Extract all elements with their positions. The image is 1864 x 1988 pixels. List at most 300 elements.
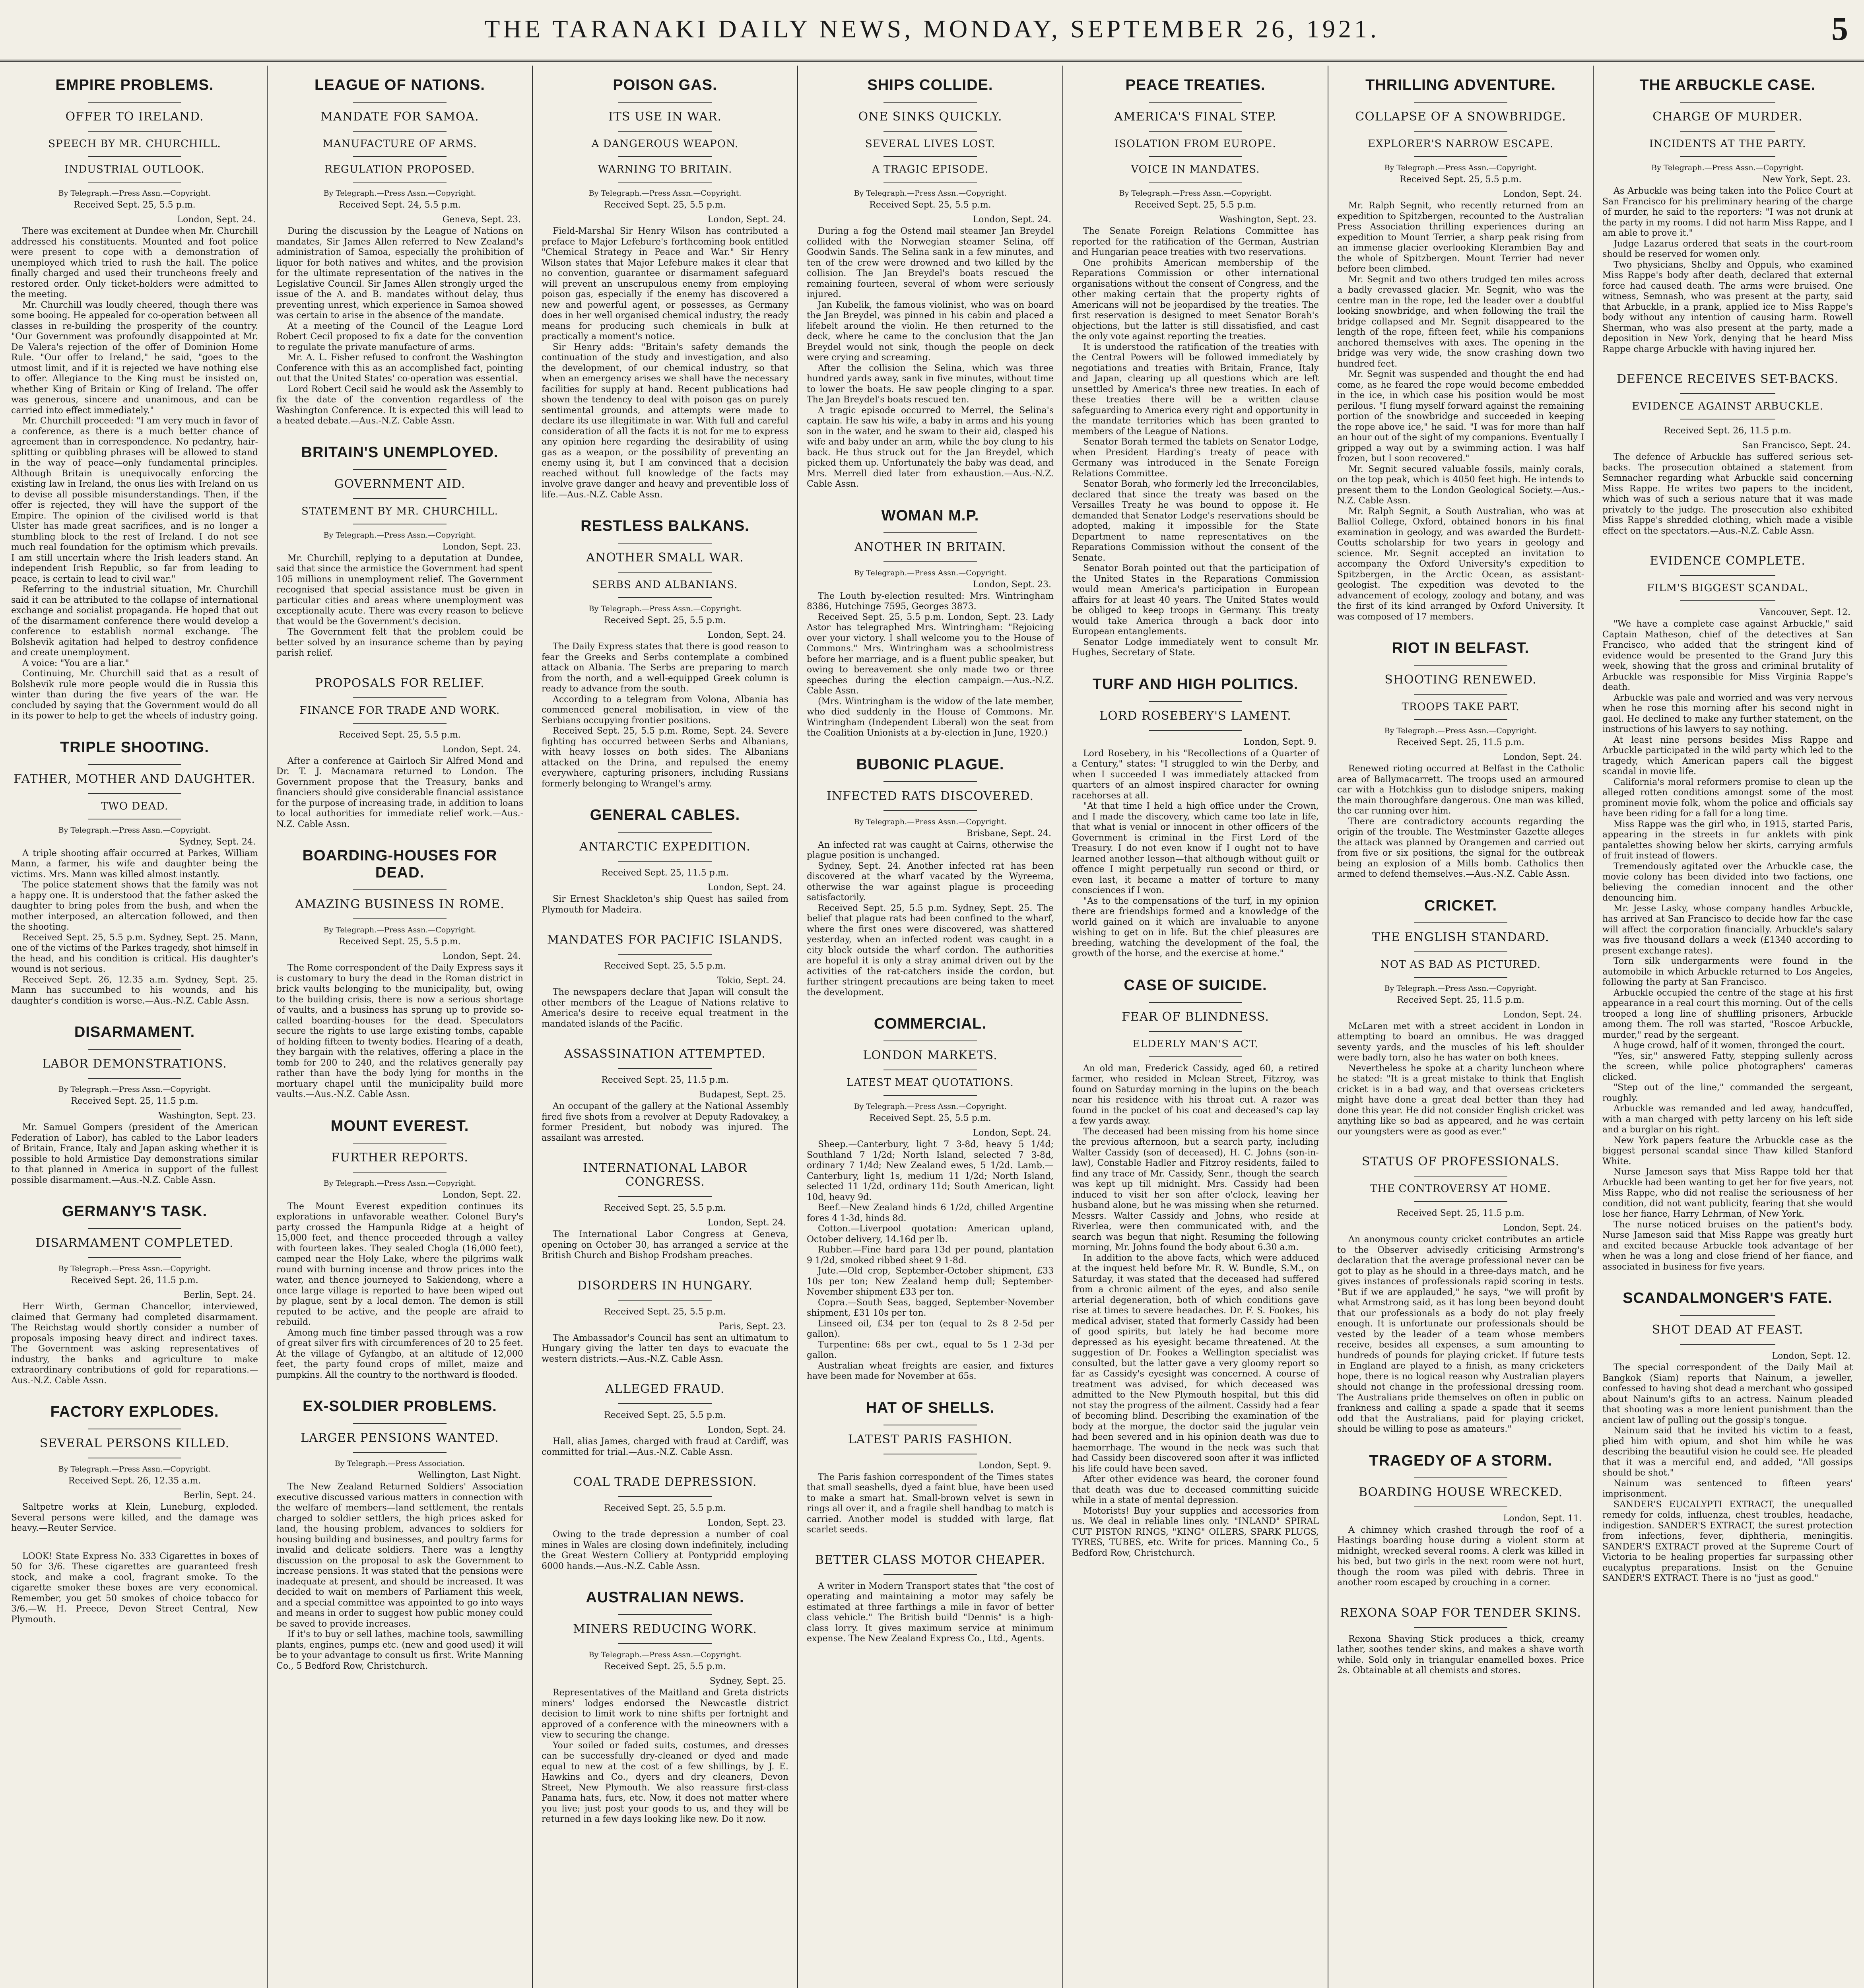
received-line: Received Sept. 25, 11.5 p.m. [601,1075,729,1085]
article [1602,77,1853,355]
body-paragraph: Australian wheat freights are easier, and fixtures have been made for November at 65s. [807,1361,1054,1381]
headline: EMPIRE PROBLEMS. [55,77,214,93]
body-paragraph: The nurse noticed bruises on the patient's body. Nurse Jameson said that Miss Rappe was greatly hurt and excited because Arbuckle took advantage of her when he was a long and close friend of her fiance, and associated in business for five years. [1602,1219,1853,1272]
subheadline: THE CONTROVERSY AT HOME. [1370,1183,1551,1195]
subheadline: FURTHER REPORTS. [331,1150,468,1165]
column-3 [534,66,796,1988]
dateline: Vancouver, Sept. 12. [1759,608,1850,617]
subheadline: ANOTHER SMALL WAR. [586,551,744,565]
masthead [0,0,1864,62]
headline: MOUNT EVEREST. [330,1117,469,1134]
dateline: London, Sept. 9. [978,1460,1051,1471]
dateline: London, Sept. 24. [1503,189,1582,199]
divider [353,156,447,157]
subheadline: SHOT DEAD AT FEAST. [1652,1323,1804,1337]
subheadline: WARNING TO BRITAIN. [598,163,732,175]
divider [883,102,977,103]
body-paragraph: The Government felt that the problem could be better solved by an insurance scheme than by paying parish relief. [276,627,523,658]
divider [1149,156,1243,157]
article [1602,1290,1853,1584]
body-paragraph: A triple shooting affair occurred at Parkes, William Mann, a farmer, his wife and daughter being the victims. Mrs. Mann was killed almost instantly. [11,848,258,879]
body-paragraph: An anonymous county cricket contributes an article to the Observer advisedly criticising Armstrong's declaration that the average professional never can be got to play as he should in a three-days match, and he gives instances of professionals rapid scoring in tests. "But if we are applauded," he says, "we will profit by what Armstrong said, as it has long been beyond doubt that our professionals as a body do not play freely enough. It is unfortunate our professionals should be vested by the leader of a team whose members receive, besides all expenses, a sum amounting to hundreds of pounds for playing cricket. If future tests in England are played to a finish, as many cricketers hope, there is no logical reason why Australian players should not change in the professional dressing room. The Australians pride themselves on often in public on frankness and calling a spade a spade that it seems odd that the Australians, paid for playing cricket, should be willing to pose as amateurs." [1337,1235,1584,1434]
column-rule [1062,66,1063,1988]
dateline: London, Sept. 22. [442,1190,521,1200]
subheadline: COLLAPSE OF A SNOWBRIDGE. [1355,110,1566,124]
body-paragraph: "At that time I held a high office under the Crown, and I made the discovery, which came too late in life, that what is venial or innocent in other officers of the Government is criminal in the First Lord of the Treasury. I do not even know if I ought not to have learned another lesson—that although without guilt or offence I might perpetually run second or third, or even last, it became a matter of torture to many consciences if I won. [1072,801,1319,895]
column-5 [1064,66,1327,1988]
body-paragraph: Continuing, Mr. Churchill said that as a result of Bolshevik rule more people would die in Russia this winter than during the five years of the war. He concluded by saying that the Government would do all in its power to help to get the wheels of industry going. [11,669,258,721]
body-paragraph: Torn silk undergarments were found in the automobile in which Arbuckle returned to Los Angeles, following the party at San Francisco. [1602,956,1853,987]
column-rule [267,66,268,1988]
divider [883,156,977,157]
divider [353,1172,447,1173]
dateline: London, Sept. 24. [442,744,521,755]
byline: By Telegraph.—Press Assn.—Copyright. [588,1650,742,1659]
dateline: London, Sept. 24. [1503,752,1582,762]
subheadline: EVIDENCE COMPLETE. [1650,554,1806,568]
dateline: Geneva, Sept. 23. [442,215,521,225]
body-paragraph: Received Sept. 25, 5.5 p.m. London, Sept. 23. Lady Astor has telegraphed Mrs. Wintringham: "Rejoicing over your victory. I shall welcome you to the House of Commons." Mrs. Wintringham was a schoolmistress before her marriage, and is a fluent public speaker, but owing to bereavement she only made two or three speeches during the election campaign.—Aus.-N.Z. Cable Assn. [807,612,1054,696]
divider [618,1300,712,1301]
divider [1414,694,1508,695]
body-paragraph: Copra.—South Seas, bagged, September-November shipment, £31 10s per ton. [807,1297,1054,1318]
divider [1680,1344,1775,1345]
subheadline: ITS USE IN WAR. [608,110,722,124]
dateline: London, Sept. 24. [973,1128,1051,1138]
article [11,1024,258,1186]
body-paragraph: At least nine persons besides Miss Rappe and Arbuckle participated in the wild party which led to the tragedy, which American papers call the biggest scandal in movie life. [1602,735,1853,777]
subheadline: MANDATES FOR PACIFIC ISLANDS. [547,933,783,947]
subheadline: LATEST MEAT QUOTATIONS. [847,1077,1014,1089]
divider [883,131,977,132]
body-paragraph: An old man, Frederick Cassidy, aged 60, a retired farmer, who resided in Mclean Street, Fitzroy, was found on Saturday morning in the lupins on the beach near his residence with his throat cut. A razor was found in the pocket of his coat and deceased's cap lay a few yards away. [1072,1063,1319,1126]
divider [1680,156,1775,157]
column-rule [532,66,533,1988]
subheadline: LABOR DEMONSTRATIONS. [42,1057,227,1071]
body-paragraph: Sydney, Sept. 24. Another infected rat has been discovered at the wharf vacated by the Wyreema, otherwise the war against plague is proceeding satisfactorily. [807,861,1054,903]
divider [88,793,182,794]
subheadline: ANOTHER IN BRITAIN. [854,540,1006,554]
divider [353,102,447,103]
divider [1414,1477,1508,1478]
subheadline: LORD ROSEBERY'S LAMENT. [1099,709,1291,723]
divider [618,1643,712,1644]
body-paragraph: The New Zealand Returned Soldiers' Association executive discussed various matters in connection with the welfare of members—land settlement, the rentals charged to soldier settlers, the high prices asked for land, the housing problem, advances to soldiers for housing building and businesses, and poultry farms for invalid and delicate soldiers. There was a lengthy discussion on the proposal to ask the Government to increase pensions. It was stated that the pensions were inadequate at present, and should be increased. It was decided to wait on members of Parliament this week, and a special committee was appointed to go into ways and means in order to suggest how public money could be saved to provide increases. [276,1482,523,1629]
article [807,1400,1054,1536]
body-paragraph: Jute.—Old crop, September-October shipment, £33 10s per ton; New Zealand hemp dull; September-November shipment £33 per ton. [807,1266,1054,1297]
divider [618,543,712,544]
body-paragraph: Referring to the industrial situation, Mr. Churchill said it can be attributed to the collapse of international exchange and socialist propaganda. He hoped that out of the disarmament conference there would develop a conference to establish normal exchange. The Bolshevik agitation had helped to destroy confidence and create unemployment. [11,584,258,658]
article [542,1161,788,1261]
body-paragraph: There are contradictory accounts regarding the origin of the trouble. The Westminster Gazette alleges the attack was planned by Orangemen and carried out from five or six positions, the signal for the outbreak being an explosion of a Mills bomb. Catholics then armed to defend themselves.—Aus.-N.Z. Cable Assn. [1337,816,1584,879]
divider [88,1078,182,1079]
headline: POISON GAS. [613,77,717,93]
body-paragraph: New York papers feature the Arbuckle case as the biggest personal scandal since Thaw killed Stanford White. [1602,1135,1853,1167]
divider [1680,131,1775,132]
headline: PEACE TREATIES. [1125,77,1266,93]
divider [883,561,977,562]
received-line: Received Sept. 25, 5.5 p.m. [869,200,991,210]
received-line: Received Sept. 25, 5.5 p.m. [604,961,726,971]
article [542,518,788,789]
divider [353,723,447,724]
headline: BOARDING-HOUSES FOR DEAD. [302,847,497,881]
body-paragraph: Rubber.—Fine hard para 13d per pound, plantation 9 1/2d, smoked ribbed sheet 9 1-8d. [807,1245,1054,1266]
dateline: Berlin, Sept. 24. [183,1491,256,1501]
received-line: Received Sept. 24, 5.5 p.m. [339,200,461,210]
body-paragraph: Mr. Segnit was suspended and thought the end had come, as he feared the rope would become embedded in the ice, in which case his position would be most perilous. "I flung myself forward against the remaining portion of the snowbridge and succeeded in keeping the rope above ice," he said. "I was for more than half an hour out of the sight of my companions. Eventually I gripped a way out by a swimming action. I was half frozen, but I soon recovered." [1337,369,1584,464]
article [542,933,788,1029]
body-paragraph: Jan Kubelik, the famous violinist, who was on board the Jan Breydel, was pinned in his cabin and placed a lifebelt around the violin. He then returned to the deck, where he came to the conclusion that the Jan Breydel would not sink, though the people on deck were crying and screaming. [807,300,1054,363]
article [1072,77,1319,658]
divider [1149,1031,1243,1032]
body-paragraph: Two physicians, Shelby and Oppuls, who examined Miss Rappe's body after death, declared that external force had caused death. The arms were bruised. One witness, Semnash, who was present at the party, said that Arbuckle, in a prank, applied ice to Miss Rappe's body without any intention of causing harm. Rowell Sherman, who was also present at the party, made a deposition in New York, denying that he heard Miss Rappe charge Arbuckle with having injured her. [1602,260,1853,354]
body-paragraph: The Ambassador's Council has sent an ultimatum to Hungary giving the latter ten days to evacuate the western districts.—Aus.-N.Z. Cable Assn. [542,1333,788,1364]
body-paragraph: Mr. Segnit secured valuable fossils, mainly corals, on the top peak, which is 4050 feet high. He intends to present them to the London Geological Society.—Aus.-N.Z. Cable Assn. [1337,464,1584,506]
byline: By Telegraph.—Press Assn.—Copyright. [323,926,476,934]
divider [618,1196,712,1197]
article [276,847,523,1100]
body-paragraph: During the discussion by the League of Nations on mandates, Sir James Allen referred to New Zealand's administration of Samoa, especially the prohibition of liquor for both natives and whites, and the provision for the ultimate representation of the natives in the Legislative Council. Sir James Allen strongly urged the issue of the A. and B. mandates without delay, thus preventing unrest, which experience in Samoa showed was certain to arise in the absence of the mandate. [276,226,523,320]
dateline: Berlin, Sept. 24. [183,1290,256,1300]
article [11,1551,258,1625]
article [542,1279,788,1365]
received-line: Received Sept. 25, 5.5 p.m. [604,200,726,210]
subheadline: COAL TRADE DEPRESSION. [573,1475,757,1489]
article [807,77,1054,490]
body-paragraph: The Paris fashion correspondent of the Times states that small seashells, dyed a faint blue, have been used to make a smart hat. Small-brown velvet is sewn in rings all over it, and a fragile shell handbag to match is carried. Another model is studded with large, flat scarlet seeds. [807,1472,1054,1535]
article [11,1404,258,1534]
divider [883,1574,977,1575]
column-2 [268,66,531,1988]
divider [1414,977,1508,978]
subheadline: INCIDENTS AT THE PARTY. [1649,138,1806,150]
body-paragraph: Hall, alias James, charged with fraud at Cardiff, was committed for trial.—Aus.-N.Z. Cable Assn. [542,1437,788,1457]
divider [1680,393,1775,394]
divider [618,1068,712,1069]
subheadline: SERBS AND ALBANIANS. [592,579,738,591]
received-line: Received Sept. 25, 11.5 p.m. [1397,1208,1524,1218]
body-paragraph: A tragic episode occurred to Merrel, the Selina's captain. He saw his wife, a baby in arms and his young son in the water, and he swam to their aid, clasped his wife and baby under an arm, while the boy clung to his back. He thus struck out for the Jan Breydel, which picked them up. Unfortunately the baby was dead, and Mrs. Merrell died later from exhaustion.—Aus.-N.Z. Cable Assn. [807,405,1054,489]
body-paragraph: The defence of Arbuckle has suffered serious set-backs. The prosecution obtained a statement from Semnacher regarding what Arbuckle said concerning Miss Rappe. He writes two papers to the incident, which was of such a serious nature that it was made privately to the judge. The prosecution also exhibited Miss Rappe's shredded clothing, which made a visible effect on the spectators.—Aus.-N.Z. Cable Assn. [1602,452,1853,536]
article [1337,640,1584,880]
body-paragraph: The Mount Everest expedition continues its explorations in unfavorable weather. Colonel Bury's party crossed the Hampunla Ridge at a height of 15,000 feet, and thence proceeded through a valley with fourteen lakes. They sealed Chogla (16,000 feet), camped near the Holy Lake, where the pilgrims walk round with burning incense and throw prices into the water, and thence journeyed to Sakiendong, where a once large village is reported to have been wiped out by plague, sent by a local demon. The demon is still reputed to be active, and the people are afraid to rebuild. [276,1201,523,1327]
subheadline: MANDATE FOR SAMOA. [320,110,479,124]
body-paragraph: (Mrs. Wintringham is the widow of the late member, who died suddenly in the House of Commons. Mr. Wintringham (Independent Liberal) won the seat from the Coalition Unionists at a by-election in June, 1920.) [807,696,1054,738]
dateline: Paris, Sept. 23. [718,1321,786,1332]
body-paragraph: Sheep.—Canterbury, light 7 3-8d, heavy 5 1/4d; Southland 7 1/2d; North Island, selected 7 3-8d, ordinary 7 1/4d; New Zealand ewes, 5 1/2d. Lamb.—Canterbury, light 1s, medium 11 1/2d; North Island, selected 11 1/2d, ordinary 11d; South American, light 10d, heavy 9d. [807,1140,1054,1202]
article [276,1118,523,1381]
divider [88,1049,182,1050]
dateline: London, Sept. 24. [973,215,1051,225]
body-paragraph: Mr. Ralph Segnit, who recently returned from an expedition to Spitzbergen, recounted to the Australian Press Association thrilling experiences during an expedition to Mount Terrier, a sharp peak rising from an immense glacier overlooking Klerambien Bay and the whole of Spitzbergen. Mount Terrier had never before been climbed. [1337,201,1584,274]
received-line: Received Sept. 25, 5.5 p.m. [339,730,461,740]
article [11,1203,258,1386]
byline: By Telegraph.—Press Assn.—Copyright. [1384,984,1537,993]
dateline: London, Sept. 12. [1772,1351,1850,1361]
body-paragraph: The special correspondent of the Daily Mail at Bangkok (Siam) reports that Nainum, a jeweller, confessed to having shot dead a merchant who gossiped about Nainum's gifts to an actress. Nainum pleaded that shooting was a more lenient punishment than the ancient law of pulling out the gossip's tongue. [1602,1363,1853,1425]
received-line: Received Sept. 26, 12.35 a.m. [68,1476,201,1486]
divider [1414,1201,1508,1202]
byline: By Telegraph.—Press Assn.—Copyright. [588,189,742,198]
divider [88,102,182,103]
column-1 [3,66,266,1988]
divider [1414,102,1508,103]
subheadline: AMERICA'S FINAL STEP. [1114,110,1277,124]
subheadline: BETTER CLASS MOTOR CHEAPER. [815,1553,1046,1567]
dateline: Washington, Sept. 23. [1219,215,1316,225]
body-paragraph: An infected rat was caught at Cairns, otherwise the plague position is unchanged. [807,840,1054,860]
subheadline: VOICE IN MANDATES. [1131,163,1260,175]
article [1337,1606,1584,1676]
dateline: London, Sept. 24. [1503,1010,1582,1020]
dateline: London, Sept. 24. [707,883,786,893]
body-paragraph: Beef.—New Zealand hinds 6 1/2d, chilled Argentine fores 4 1-3d, hinds 8d. [807,1203,1054,1223]
received-line: Received Sept. 25, 5.5 p.m. [74,200,196,210]
dateline: London, Sept. 24. [707,1425,786,1435]
subheadline: BOARDING HOUSE WRECKED. [1358,1485,1563,1499]
subheadline: MINERS REDUCING WORK. [573,1622,757,1636]
article [542,1047,788,1143]
body-paragraph: Tremendously agitated over the Arbuckle case, the movie colony has been divided into two factions, one believing the comedian innocent and the other denouncing him. [1602,861,1853,903]
body-paragraph: Field-Marshal Sir Henry Wilson has contributed a preface to Major Lefebure's forthcoming book entitled "Chemical Strategy in Peace and War." Sir Henry Wilson states that Major Lefebure makes it clear that no convention, guarantee or disarmament safeguard will prevent an unscrupulous enemy from employing poison gas, especially if the enemy has discovered a new and powerful agent, or possesses, as Germany does in her well organised chemical industry, the ready means for producing such chemicals in bulk at practically a moment's notice. [542,226,788,342]
body-paragraph: Saltpetre works at Klein, Luneburg, exploded. Several persons were killed, and the damage was heavy.—Reuter Service. [11,1502,258,1533]
body-paragraph: Mr. A. L. Fisher refused to confront the Washington Conference with this as an accomplished fact, pointing out that the United States' co-operation was essential. [276,353,523,384]
dateline: London, Sept. 11. [1503,1513,1582,1524]
subheadline: SHOOTING RENEWED. [1384,673,1537,687]
divider [1414,951,1508,952]
divider [618,954,712,955]
body-paragraph: Mr. Ralph Segnit, a South Australian, who was at Balliol College, Oxford, obtained honors in his final examination in geology, and was awarded the Burdett-Coutts scholarship for two years in geology and science. Mr. Segnit accepted an invitation to accompany the Oxford University's expedition to Spitzbergen, in the Arctic Ocean, as assistant-geologist. The expedition was devoted to the advancement of ecology, zoology and botany, and was the first of its kind arranged by Oxford University. It was composed of 17 members. [1337,506,1584,622]
received-line: Received Sept. 25, 5.5 p.m. [604,1203,726,1213]
article [1602,372,1853,536]
divider [1414,131,1508,132]
received-line: Received Sept. 25, 5.5 p.m. [1134,200,1256,210]
divider [1414,922,1508,923]
body-paragraph: The International Labor Congress at Geneva, opening on October 30, has arranged a service at the British Church and Bishop Frodsham preaches. [542,1229,788,1260]
page-number: 5 [1831,10,1848,47]
body-paragraph: Herr Wirth, German Chancellor, interviewed, claimed that Germany had completed disarmament. The Reichstag would shortly consider a number of proposals imposing heavy direct and indirect taxes. The Government was asking representatives of industry, the banks and agriculture to make extraordinary contributions of gold for reparations.—Aus.-N.Z. Cable Assn. [11,1302,258,1386]
dateline: London, Sept. 24. [442,951,521,961]
headline: HAT OF SHELLS. [866,1399,995,1416]
body-paragraph: LOOK! State Express No. 333 Cigarettes in boxes of 50 for 3/6. These cigarettes are guaranteed fresh stock, and make a cool, fragrant smoke. To the cigarette smoker these boxes are very economical. Remember, you get 50 smokes of choice tobacco for 3/6.—W. H. Preece, Devon Street Central, New Plymouth. [11,1551,258,1625]
body-paragraph: Mr. Jesse Lasky, whose company handles Arbuckle, has arrived at San Francisco to decide how far the case will affect the corporation financially. Arbuckle's salary was five thousand dollars a week (£1340 according to present exchange rates). [1602,903,1853,956]
headline: TRIPLE SHOOTING. [60,739,209,756]
subheadline: INTERNATIONAL LABOR CONGRESS. [582,1161,748,1189]
subheadline: FILM'S BIGGEST SCANDAL. [1647,582,1809,594]
body-paragraph: The Louth by-election resulted: Mrs. Wintringham 8386, Hutchinge 7595, Georges 3873. [807,591,1054,612]
dateline: Budapest, Sept. 25. [699,1090,786,1100]
subheadline: REGULATION PROPOSED. [324,163,475,175]
byline: By Telegraph.—Press Association. [334,1459,465,1468]
received-line: Received Sept. 25, 5.5 p.m. [604,615,726,625]
divider [1680,102,1775,103]
byline: By Telegraph.—Press Assn.—Copyright. [58,1465,211,1474]
divider [1149,701,1243,702]
headline: AUSTRALIAN NEWS. [586,1589,744,1606]
divider [88,764,182,765]
body-paragraph: Owing to the trade depression a number of coal mines in Wales are closing down indefinitely, including the Great Western Colliery at Pontypridd employing 6000 hands.—Aus.-N.Z. Cable Assn. [542,1530,788,1571]
dateline: Sydney, Sept. 24. [179,837,256,847]
body-paragraph: As Arbuckle was being taken into the Police Court at San Francisco for his preliminary hearing of the charge of murder, he said to the reporters: "I was not drunk at the party in my rooms. I did not harm Miss Rappe, and I am able to prove it." [1602,186,1853,238]
subheadline: ONE SINKS QUICKLY. [858,110,1002,124]
column-4 [799,66,1062,1988]
body-paragraph: Nevertheless he spoke at a charity luncheon where he stated: "It is a great mistake to think that English cricket is in a bad way, and that overseas cricketers might have done a great deal better than they had done this year. He did not consider English cricket was anything like so bad as appeared, and he was certain our youngsters were as good as ever." [1337,1063,1584,1137]
divider [618,861,712,862]
byline: By Telegraph.—Press Assn.—Copyright. [323,189,476,198]
headline: BUBONIC PLAGUE. [856,756,1004,773]
headline: LEAGUE OF NATIONS. [315,77,485,93]
dateline: Tokio, Sept. 24. [717,976,786,986]
subheadline: DISORDERS IN HUNGARY. [577,1278,753,1293]
body-paragraph: If it's to buy or sell lathes, machine tools, sawmilling plants, engines, pumps etc. (new and good used) it will be to your advantage to consult us first. Write Manning Co., 5 Bedford Row, Christchurch. [276,1629,523,1671]
subheadline: AMAZING BUSINESS IN ROME. [295,897,505,911]
subheadline: LATEST PARIS FASHION. [848,1432,1013,1446]
body-paragraph: The newspapers declare that Japan will consult the other members of the League of Nations relative to America's desire to receive equal treatment in the mandated islands of the Pacific. [542,987,788,1029]
body-paragraph: "Step out of the line," commanded the sergeant, roughly. [1602,1083,1853,1103]
body-paragraph: Renewed rioting occurred at Belfast in the Catholic area of Ballymacarrett. The troops used an armoured car with a Hotchkiss gun to dislodge snipers, making the main thoroughfare dangerous. One man was killed, the car running over him. [1337,764,1584,816]
body-paragraph: A writer in Modern Transport states that "the cost of operating and maintaining a motor may safely be estimated at three farthings a mile in favor of better class vehicle." The British build "Dennis" is a high-class lorry. It gives maximum service at minimum expense. The New Zealand Express Co., Ltd., Agents. [807,1581,1054,1644]
article [807,1015,1054,1382]
headline: TRAGEDY OF A STORM. [1369,1452,1552,1469]
article [542,1382,788,1458]
divider [88,131,182,132]
body-paragraph: Nurse Jameson says that Miss Rappe told her that Arbuckle had been wanting to get her for five years, not Miss Rappe, who did not realise the seriousness of her condition, did not want publicity, fearing that she would lose her fiance, Harry Lehrman, of New York. [1602,1167,1853,1219]
subheadline: SEVERAL LIVES LOST. [865,138,995,150]
body-paragraph: Received Sept. 25, 5.5 p.m. Rome, Sept. 24. Severe fighting has occurred between Serbs and Albanians, with heavy losses on both sides. The Albanians attacked on the Drina, and repulsed the enemy everywhere, capturing prisoners, including Russians formerly belonging to Wrangel's army. [542,726,788,789]
body-paragraph: Lord Robert Cecil said he would ask the Assembly to fix the date of the convention regardless of the Washington Conference. It is expected this will lead to a heated debate.—Aus.-N.Z. Cable Assn. [276,384,523,426]
headline: GERMANY'S TASK. [62,1203,208,1220]
received-line: Received Sept. 25, 11.5 p.m. [1397,738,1524,747]
byline: By Telegraph.—Press Assn.—Copyright. [58,825,211,835]
byline: By Telegraph.—Press Assn.—Copyright. [1119,189,1272,198]
subheadline: LONDON MARKETS. [863,1048,998,1062]
divider [883,781,977,782]
dateline: Wellington, Last Night. [418,1470,521,1480]
divider [353,469,447,470]
article [11,77,258,722]
subheadline: MANUFACTURE OF ARMS. [322,138,477,150]
dateline: London, Sept. 24. [1503,1223,1582,1233]
article [1072,676,1319,959]
divider [353,1423,447,1424]
divider [88,156,182,157]
newspaper-title: THE TARANAKI DAILY NEWS, MONDAY, SEPTEMBER 26, 1921. [484,15,1380,43]
body-paragraph: After a conference at Gairloch Sir Alfred Mond and Dr. T. J. Macnamara returned to London. The Government propose that the Treasury, banks and financiers should give considerable financial assistance for the purpose of increasing trade, in addition to loans to local authorities for immediate relief work.—Aus.-N.Z. Cable Assn. [276,756,523,829]
dateline: London, Sept. 24. [707,1218,786,1228]
divider [88,1228,182,1229]
subheadline: TROOPS TAKE PART. [1402,701,1520,713]
divider [1414,1627,1508,1628]
divider [1680,575,1775,576]
body-paragraph: The Senate Foreign Relations Committee has reported for the ratification of the German, Austrian and Hungarian peace treaties with two reservations. [1072,226,1319,257]
subheadline: LARGER PENSIONS WANTED. [301,1431,499,1445]
subheadline: ASSASSINATION ATTEMPTED. [564,1047,766,1061]
divider [618,1403,712,1404]
subheadline: DEFENCE RECEIVES SET-BACKS. [1617,372,1839,386]
headline: COMMERCIAL. [874,1015,987,1032]
body-paragraph: Mr. Churchill, replying to a deputation at Dundee, said that since the armistice the Government had spent 105 millions in unemployment relief. The Government recognised that special assistance must be given in particular cities and areas where unemployment was exceptionally acute. There was every reason to believe that would be the Government's decision. [276,553,523,627]
body-paragraph: Sir Ernest Shackleton's ship Quest has sailed from Plymouth for Madeira. [542,894,788,915]
dateline: London, Sept. 24. [707,630,786,640]
divider [353,697,447,698]
body-paragraph: Rexona Shaving Stick produces a thick, creamy lather, soothes tender skins, and makes a shave worth while. Sold only in triangular enamelled boxes. Price 2s. Obtainable at all chemists and stores. [1337,1634,1584,1675]
dateline: Washington, Sept. 23. [158,1111,256,1121]
headline: EX-SOLDIER PROBLEMS. [303,1398,497,1415]
subheadline: INDUSTRIAL OUTLOOK. [64,163,205,175]
subheadline: CHARGE OF MURDER. [1652,110,1803,124]
received-line: Received Sept. 25, 5.5 p.m. [604,1307,726,1317]
article [807,756,1054,998]
body-paragraph: Senator Borah, who formerly led the Irreconcilables, declared that since the treaty was based on the Versailles Treaty he was bound to oppose it. He demanded that Senator Lodge's reservations should be adopted, making it impossible for the State Department to name representatives on the Reparations Commission without the consent of the Senate. [1072,479,1319,563]
dateline: London, Sept. 23. [973,579,1051,590]
body-paragraph: Mr. Churchill proceeded: "I am very much in favor of a conference, as there is a much better chance of agreement than in correspondence. No pedantry, hair-splitting or quibbling phrases will be allowed to stand in the way of peace—only fundamental principles. Although Britain is unequivocally enforcing the existing law in Ireland, the onus lies with Ireland on us to devise all possible misunderstandings. Then, if the offer is rejected, they will have the support of the Empire. The opinion of the civilised world is that Ulster has made great sacrifices, and is no longer a stumbling block to the rest of Ireland. I do not see much real foundation for the optimism which prevails. I am still uncertain where the Irish leaders stand. An independent Irish Republic, so far from leading to peace, is certain to lead to civil war." [11,416,258,584]
body-paragraph: SANDER'S EUCALYPTI EXTRACT, the unequalled remedy for colds, influenza, chest troubles, headache, indigestion. SANDER'S EXTRACT, the surest protection from infections, fever, diphtheria, meningitis. SANDER'S EXTRACT proved at the Supreme Court of Victoria to be healing properties far surpassing other eucalyptus preparations. Insist on the Genuine SANDER'S EXTRACT. There is no "just as good." [1602,1499,1853,1583]
subheadline: ELDERLY MAN'S ACT. [1132,1038,1258,1050]
subheadline: ISOLATION FROM EUROPE. [1115,138,1276,150]
body-paragraph: Senator Borah termed the tablets on Senator Lodge, when President Harding's treaty of peace with Germany was introduced in the Senate Foreign Relations Committee. [1072,437,1319,479]
article [1337,1155,1584,1435]
body-paragraph: "We have a complete case against Arbuckle," said Captain Matheson, chief of the detectives at San Francisco, who added that the stringent kind of evidence would be presented to the Grand Jury this week, showing that the gross and criminal brutality of Arbuckle was responsible for Miss Virginia Rappe's death. [1602,619,1853,692]
body-paragraph: Your soiled or faded suits, costumes, and dresses can be successfully dry-cleaned or dyed and made equal to new at the cost of a few shillings, by J. E. Hawkins and Co., dyers and dry cleaners, Devon Street, New Plymouth. We also reassure first-class Panama hats, furs, etc. Now, it does not matter where you live; just post your goods to us, and they will be returned in a few days looking like new. Do it now. [542,1740,788,1824]
divider [1149,102,1243,103]
article [1337,77,1584,622]
subheadline: TWO DEAD. [101,800,169,812]
dateline: San Francisco, Sept. 24. [1742,441,1850,450]
body-paragraph: "Yes, sir," answered Fatty, stepping sullenly across the screen, while police photographers' cameras clicked. [1602,1051,1853,1082]
body-paragraph: It is understood the ratification of the treaties with the Central Powers will be followed immediately by negotiations and treaties with Britain, France, Italy and Japan, clearing up all questions which are left unsettled by America's three new treaties. In each of these treaties there will be a written clause safeguarding to America every right and opportunity in the mandate territories which has been granted to members of the League of Nations. [1072,342,1319,437]
dateline: Sydney, Sept. 25. [709,1676,786,1686]
body-paragraph: Senator Lodge immediately went to consult Mr. Hughes, Secretary of State. [1072,637,1319,658]
article [276,676,523,830]
column-7 [1594,66,1861,1988]
received-line: Received Sept. 25, 11.5 p.m. [71,1096,198,1106]
byline: By Telegraph.—Press Assn.—Copyright. [58,189,211,198]
byline: By Telegraph.—Press Assn.—Copyright. [854,568,1007,577]
byline: By Telegraph.—Press Assn.—Copyright. [1384,726,1537,735]
subheadline: STATUS OF PROFESSIONALS. [1361,1155,1560,1169]
divider [618,572,712,573]
body-paragraph: A chimney which crashed through the roof of a Hastings boarding house during a violent storm at midnight, wrecked several rooms. A clerk was killed in his bed, but two girls in the next room were not hurt, though the room was piled with debris. Three in another room escaped by crouching in a corner. [1337,1525,1584,1588]
body-paragraph: Nainum said that he invited his victim to a feast, plied him with opium, and shot him while he was describing the beautiful vision he could see. He pleaded that it was a merciful end, and added, "All gossips should be shot." [1602,1426,1853,1478]
body-paragraph: Linseed oil, £34 per ton (equal to 2s 8 2-5d per gallon). [807,1318,1054,1339]
body-paragraph: Among much fine timber passed through was a row of great silver firs with circumferences of 20 to 25 feet. At the village of Gyfangbo, at an altitude of 12,000 feet, the party found crops of millet, maize and pumpkins. All the country to the northward is flooded. [276,1328,523,1380]
headline: SHIPS COLLIDE. [867,77,993,93]
body-paragraph: Senator Borah pointed out that the participation of the United States in the Reparations Commission would mean America's participation in European affairs for at least 40 years. The United States would be obliged to keep troops in Germany. This treaty would take America through a back door into European entanglements. [1072,563,1319,637]
subheadline: PROPOSALS FOR RELIEF. [315,676,485,690]
body-paragraph: Mr. Churchill was loudly cheered, though there was some booing. He appealed for co-operation between all classes in re-building the prosperity of the country. "Our Government was profoundly disappointed at Mr. De Valera's rejection of the offer of Dominion Home Rule. "Our offer to Ireland," he said, "goes to the utmost limit, and if it is rejected we have nothing else to offer. Allegiance to the King must be insisted on, whether King of Britain or King of Ireland. The offer was generous, sincere and unanimous, and can be carried into effect immediately." [11,300,258,415]
divider [883,810,977,811]
body-paragraph: Arbuckle occupied the centre of the stage at his first appearance in a real court this morning. Out of the cells trooped a long line of shuffling prisoners, Arbuckle among them. The roll was started, "Roscoe Arbuckle, murder," read by the sergeant. [1602,988,1853,1040]
divider [1414,719,1508,720]
headline: GENERAL CABLES. [590,807,740,823]
subheadline: NOT AS BAD AS PICTURED. [1380,958,1541,971]
article [1337,897,1584,1138]
subheadline: EVIDENCE AGAINST ARBUCKLE. [1632,400,1823,412]
divider [1414,156,1508,157]
body-paragraph: McLaren met with a street accident in London in attempting to board an omnibus. He was dragged seventy yards, and the muscles of his left shoulder were badly torn, also he has water on both knees. [1337,1021,1584,1063]
subheadline: DISARMAMENT COMPLETED. [35,1236,234,1250]
body-paragraph: Lord Rosebery, in his "Recollections of a Quarter of a Century," states: "I struggled to win the Derby, and when I succeeded I was immediately attacked from quarters of an almost inspired character for owning racehorses at all. [1072,748,1319,801]
subheadline: A TRAGIC EPISODE. [872,163,988,175]
headline: BRITAIN'S UNEMPLOYED. [301,444,499,461]
body-paragraph: At a meeting of the Council of the League Lord Robert Cecil proposed to fix a date for the convention to regulate the private manufacture of arms. [276,321,523,352]
dateline: London, Sept. 23. [442,542,521,552]
received-line: Received Sept. 25, 11.5 p.m. [1397,995,1524,1005]
headline: RIOT IN BELFAST. [1392,640,1530,656]
body-paragraph: The deceased had been missing from his home since the previous afternoon, but a search party, including Walter Cassidy (son of deceased), H. C. Johns (son-in-law), Constable Hadler and Fitzroy residents, failed to find any trace of Mr. Cassidy, Senr., though the search was kept up till midnight. Mrs. Cassidy had been induced to visit her son after o'clock, leaving her husband alone, but he was missing when she returned. Messrs. Walter Cassidy and Johns, who reside at Riverlea, were then communicated with, and the search was begun that night. Resuming the following morning, Mr. Johns found the body about 6.30 a.m. [1072,1126,1319,1252]
body-paragraph: There was excitement at Dundee when Mr. Churchill addressed his constituents. Mounted and foot police were present to cope with a demonstration of unemployed which tried to rush the hall. The police finally charged and used their truncheons freely and restored order. Only ticket-holders were admitted to the meeting. [11,226,258,299]
